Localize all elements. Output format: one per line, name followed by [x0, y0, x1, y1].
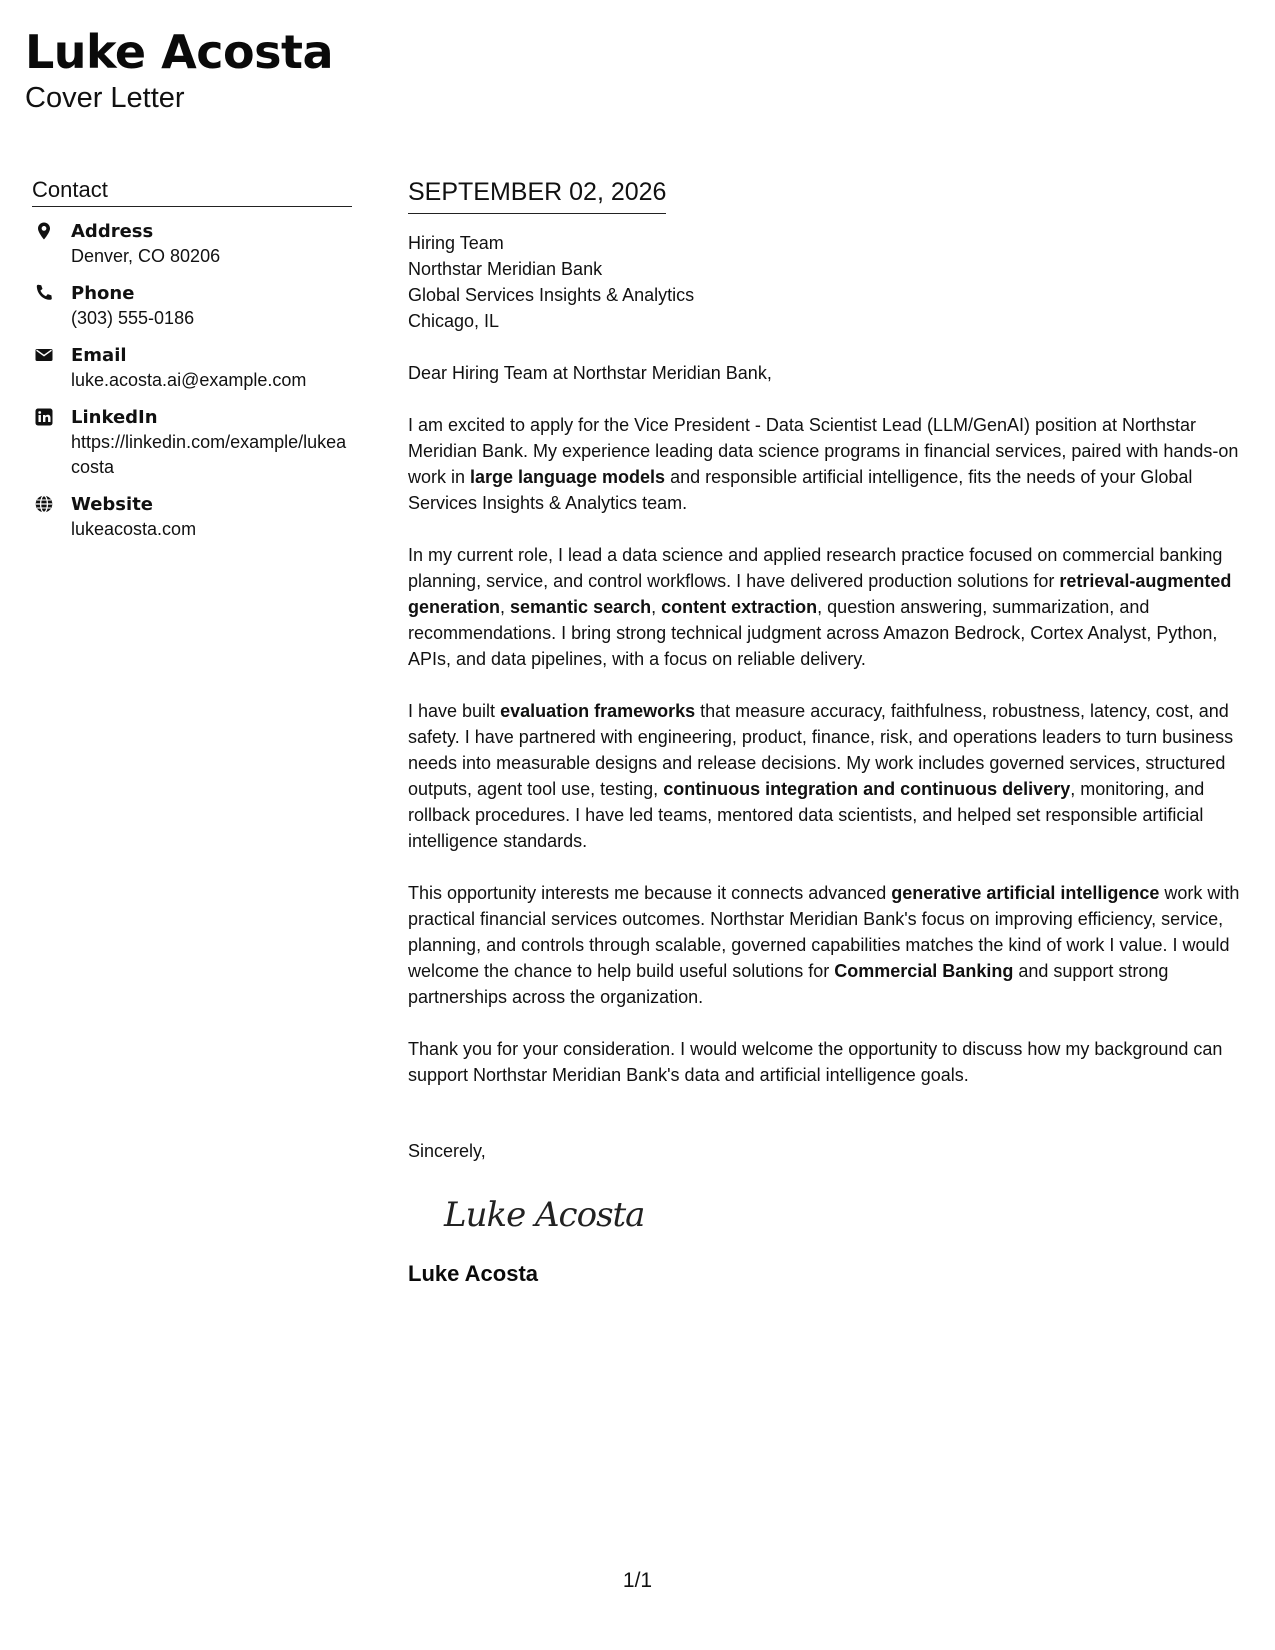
globe-icon	[34, 494, 54, 514]
author-name: Luke Acosta	[25, 25, 334, 79]
document-type: Cover Letter	[25, 82, 185, 114]
contact-value: Denver, CO 80206	[71, 246, 221, 266]
body-paragraph: Thank you for your consideration. I would welcome the opportunity to discuss how my background can support Northstar Meridian Bank's data and artificial intelligence goals.	[408, 1039, 1223, 1085]
body-paragraph: I have built evaluation frameworks that measure accuracy, faithfulness, robustness, latency, cost, and safety. I have partnered with engineering, product, finance, risk, and operations leaders to turn business needs into measurable designs and release decisions. My work includes governed services, structured outputs, agent tool use, testing, continuous integration and continuous delivery, monitoring, and rollback procedures. I have led teams, mentored data scientists, and helped set responsible artificial intelligence standards.	[408, 701, 1234, 851]
emphasis: large language models	[470, 467, 666, 487]
contact-website	[32, 492, 352, 542]
emphasis: generative artificial intelligence	[891, 883, 1160, 903]
contact-heading: Contact	[32, 176, 352, 207]
contact-label: Email	[71, 345, 127, 366]
salutation: Dear Hiring Team at Northstar Meridian Bank,	[408, 363, 772, 383]
recipient-block	[408, 230, 1248, 334]
emphasis: semantic search	[510, 597, 652, 617]
contact-address	[32, 219, 352, 269]
body-paragraph: In my current role, I lead a data science and applied research practice focused on commercial banking planning, service, and control workflows. I have delivered production solutions for retrieval-augmented generation, semantic search, content extraction, question answering, summarization, and recommendations. I bring strong technical judgment across Amazon Bedrock, Cortex Analyst, Python, APIs, and data pipelines, with a focus on reliable delivery.	[408, 545, 1232, 669]
body-paragraph: This opportunity interests me because it connects advanced generative artificial intelligence work with practical financial services outcomes. Northstar Meridian Bank's focus on improving efficiency, service, planning, and controls through scalable, governed capabilities matches the kind of work I value. I would welcome the chance to help build useful solutions for Commercial Banking and support strong partnerships across the organization.	[408, 883, 1240, 1007]
contact-label: Phone	[71, 283, 135, 304]
page-number: 1/1	[622, 1569, 653, 1592]
contact-linkedin	[32, 405, 352, 480]
emphasis: continuous integration and continuous delivery	[663, 779, 1071, 799]
linkedin-icon	[34, 407, 54, 427]
letter-header	[25, 22, 333, 116]
envelope-icon	[34, 345, 54, 365]
recipient-line: Northstar Meridian Bank	[408, 259, 603, 279]
letter-date: SEPTEMBER 02, 2026	[408, 178, 667, 206]
phone-icon	[34, 283, 54, 303]
emphasis: evaluation frameworks	[500, 701, 696, 721]
contact-value: (303) 555-0186	[71, 308, 195, 328]
emphasis: Commercial Banking	[834, 961, 1014, 981]
signature-text: Luke Acosta	[444, 1195, 645, 1235]
closing: Sincerely,	[408, 1141, 486, 1161]
contact-email	[32, 343, 352, 393]
emphasis: retrieval-augmented generation	[408, 571, 1232, 617]
map-pin-icon	[34, 221, 54, 241]
contact-value: luke.acosta.ai@example.com	[71, 370, 307, 390]
contact-value: https://linkedin.com/example/lukeacosta	[71, 432, 347, 477]
body-paragraph: I am excited to apply for the Vice President - Data Scientist Lead (LLM/GenAI) position at Northstar Meridian Bank. My experience leading data science programs in financial services, paired with hands-on work in large language models and responsible artificial intelligence, fits the needs of your Global Services Insights & Analytics team.	[408, 415, 1239, 513]
emphasis: content extraction	[661, 597, 818, 617]
contact-label: Website	[71, 494, 154, 515]
recipient-line: Global Services Insights & Analytics	[408, 285, 695, 305]
recipient-line: Chicago, IL	[408, 311, 500, 331]
signer-name: Luke Acosta	[408, 1261, 539, 1286]
handwritten-signature	[440, 1188, 660, 1240]
letter-date-block	[408, 176, 666, 214]
contact-value: lukeacosta.com	[71, 519, 197, 539]
recipient-line: Hiring Team	[408, 233, 504, 253]
contact-label: LinkedIn	[71, 407, 158, 428]
contact-phone	[32, 281, 352, 331]
contact-label: Address	[71, 221, 154, 242]
contact-sidebar	[32, 176, 352, 554]
letter-body	[408, 176, 1248, 1288]
